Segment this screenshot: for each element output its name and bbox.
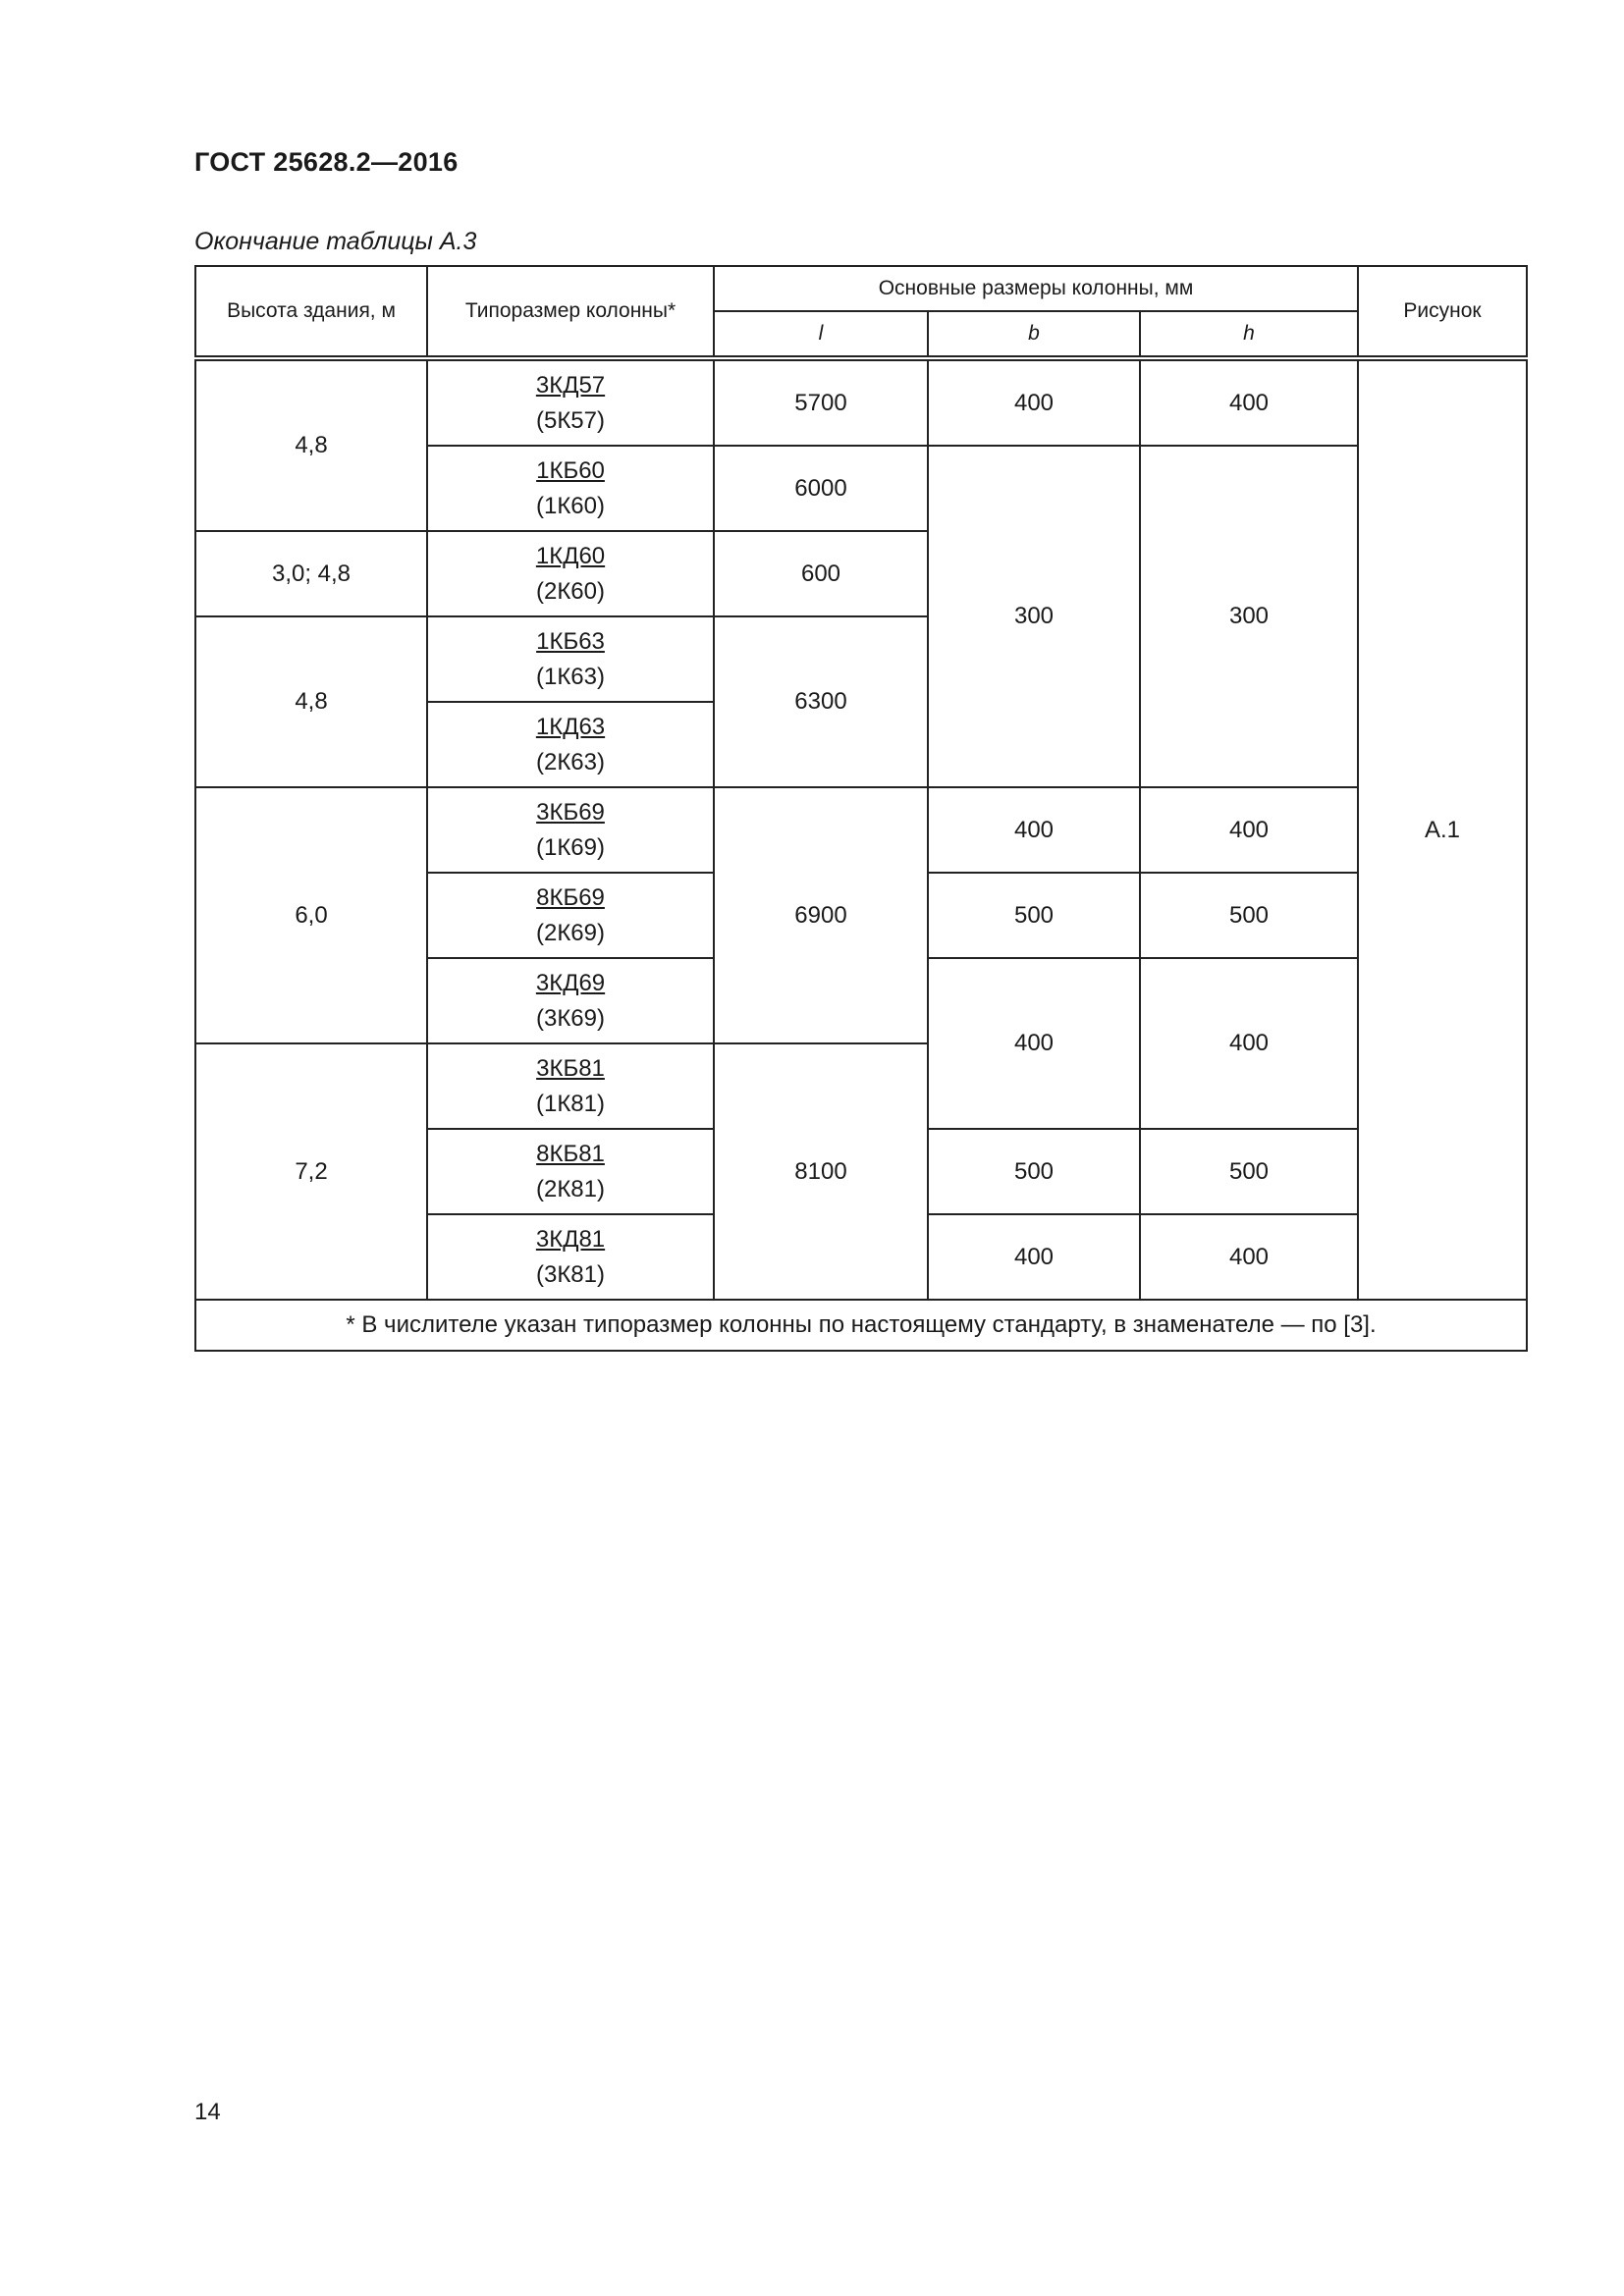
l-cell: 6300 bbox=[714, 616, 928, 787]
type-denominator: (3К69) bbox=[535, 1004, 605, 1032]
h-cell: 400 bbox=[1140, 1214, 1358, 1300]
type-cell bbox=[427, 531, 714, 616]
footnote-row bbox=[195, 1300, 1527, 1351]
table-row bbox=[195, 358, 1527, 446]
type-cell bbox=[427, 702, 714, 787]
table-row bbox=[195, 787, 1527, 873]
type-cell bbox=[427, 958, 714, 1043]
type-denominator: (3К81) bbox=[535, 1260, 605, 1288]
header-column-type: Типоразмер колонны* bbox=[427, 266, 714, 358]
h-cell: 400 bbox=[1140, 358, 1358, 446]
type-numerator: 3КБ81 bbox=[536, 1054, 605, 1082]
page-number: 14 bbox=[194, 2099, 221, 2125]
b-cell: 400 bbox=[928, 958, 1140, 1129]
type-cell bbox=[427, 616, 714, 702]
type-denominator: (2К69) bbox=[535, 919, 605, 946]
b-cell: 300 bbox=[928, 446, 1140, 787]
l-cell: 5700 bbox=[714, 358, 928, 446]
header-l: l bbox=[714, 311, 928, 358]
type-cell bbox=[427, 873, 714, 958]
type-numerator: 8КБ81 bbox=[536, 1140, 605, 1167]
height-cell: 4,8 bbox=[195, 616, 427, 787]
type-cell bbox=[427, 446, 714, 531]
type-numerator: 1КД63 bbox=[535, 713, 606, 740]
figure-cell: А.1 bbox=[1358, 358, 1527, 1300]
b-cell: 400 bbox=[928, 787, 1140, 873]
type-denominator: (1К81) bbox=[535, 1090, 605, 1117]
column-dimensions-table bbox=[194, 265, 1528, 1352]
type-numerator: 8КБ69 bbox=[536, 883, 605, 911]
type-denominator: (2К60) bbox=[535, 577, 605, 605]
l-cell: 600 bbox=[714, 531, 928, 616]
h-cell: 400 bbox=[1140, 958, 1358, 1129]
type-numerator: 3КД69 bbox=[535, 969, 606, 996]
height-cell: 3,0; 4,8 bbox=[195, 531, 427, 616]
type-cell bbox=[427, 1043, 714, 1129]
type-denominator: (5К57) bbox=[535, 406, 605, 434]
table-footnote: * В числителе указан типоразмер колонны по настоящему стандарту, в знаменателе — по [3]. bbox=[195, 1300, 1527, 1351]
header-b: b bbox=[928, 311, 1140, 358]
type-cell bbox=[427, 787, 714, 873]
b-cell: 500 bbox=[928, 1129, 1140, 1214]
l-cell: 6900 bbox=[714, 787, 928, 1043]
h-cell: 500 bbox=[1140, 1129, 1358, 1214]
table-caption: Окончание таблицы А.3 bbox=[194, 228, 477, 255]
type-numerator: 3КД57 bbox=[535, 371, 606, 399]
type-denominator: (2К63) bbox=[535, 748, 605, 775]
h-cell: 400 bbox=[1140, 787, 1358, 873]
header-figure: Рисунок bbox=[1358, 266, 1527, 358]
type-denominator: (2К81) bbox=[535, 1175, 605, 1202]
height-cell: 7,2 bbox=[195, 1043, 427, 1300]
h-cell: 500 bbox=[1140, 873, 1358, 958]
type-denominator: (1К63) bbox=[535, 663, 605, 690]
type-denominator: (1К69) bbox=[535, 833, 605, 861]
l-cell: 6000 bbox=[714, 446, 928, 531]
type-denominator: (1К60) bbox=[535, 492, 605, 519]
type-numerator: 1КД60 bbox=[535, 542, 606, 569]
height-cell: 4,8 bbox=[195, 358, 427, 531]
h-cell: 300 bbox=[1140, 446, 1358, 787]
type-numerator: 1КБ63 bbox=[536, 627, 605, 655]
height-cell: 6,0 bbox=[195, 787, 427, 1043]
header-h: h bbox=[1140, 311, 1358, 358]
l-cell: 8100 bbox=[714, 1043, 928, 1300]
b-cell: 400 bbox=[928, 1214, 1140, 1300]
type-numerator: 1КБ60 bbox=[536, 456, 605, 484]
type-cell bbox=[427, 358, 714, 446]
type-numerator: 3КД81 bbox=[535, 1225, 606, 1253]
header-building-height: Высота здания, м bbox=[195, 266, 427, 358]
type-cell bbox=[427, 1129, 714, 1214]
b-cell: 400 bbox=[928, 358, 1140, 446]
b-cell: 500 bbox=[928, 873, 1140, 958]
type-numerator: 3КБ69 bbox=[536, 798, 605, 826]
document-header: ГОСТ 25628.2—2016 bbox=[194, 147, 459, 177]
type-cell bbox=[427, 1214, 714, 1300]
header-main-dimensions: Основные размеры колонны, мм bbox=[714, 266, 1358, 311]
